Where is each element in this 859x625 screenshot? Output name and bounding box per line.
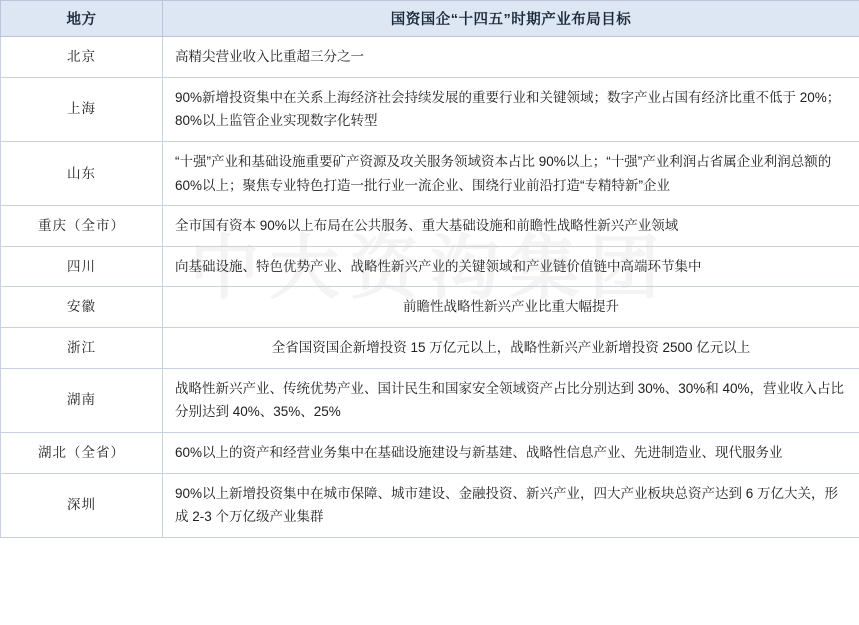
table-row bbox=[1, 37, 859, 78]
region-name: 北京 bbox=[1, 37, 163, 78]
region-target: 向基础设施、特色优势产业、战略性新兴产业的关键领域和产业链价值链中高端环节集中 bbox=[163, 246, 859, 287]
region-name: 湖南 bbox=[1, 368, 163, 432]
region-target: 前瞻性战略性新兴产业比重大幅提升 bbox=[163, 287, 859, 328]
region-target: 全市国有资本 90%以上布局在公共服务、重大基础设施和前瞻性战略性新兴产业领域 bbox=[163, 206, 859, 247]
table-row bbox=[1, 473, 859, 537]
region-name: 重庆（全市） bbox=[1, 206, 163, 247]
table-header bbox=[1, 1, 859, 37]
region-name: 四川 bbox=[1, 246, 163, 287]
table-row bbox=[1, 206, 859, 247]
table-row bbox=[1, 77, 859, 141]
table-row bbox=[1, 246, 859, 287]
table-header-row bbox=[1, 1, 859, 37]
region-name: 深圳 bbox=[1, 473, 163, 537]
table-body bbox=[1, 37, 859, 538]
table-row bbox=[1, 368, 859, 432]
region-name: 山东 bbox=[1, 141, 163, 205]
table-row bbox=[1, 328, 859, 369]
region-name: 浙江 bbox=[1, 328, 163, 369]
column-header-region: 地方 bbox=[1, 1, 163, 37]
region-name: 安徽 bbox=[1, 287, 163, 328]
table-row bbox=[1, 432, 859, 473]
table-row bbox=[1, 141, 859, 205]
region-target: “十强”产业和基础设施重要矿产资源及攻关服务领域资本占比 90%以上；“十强”产业利润占省属企业利润总额的 60%以上；聚焦专业特色打造一批行业一流企业、围绕行业前沿打造“专精特新”企业 bbox=[163, 141, 859, 205]
table-row bbox=[1, 287, 859, 328]
region-target: 全省国资国企新增投资 15 万亿元以上，战略性新兴产业新增投资 2500 亿元以上 bbox=[163, 328, 859, 369]
region-target: 90%新增投资集中在关系上海经济社会持续发展的重要行业和关键领域；数字产业占国有经济比重不低于 20%；80%以上监管企业实现数字化转型 bbox=[163, 77, 859, 141]
region-target: 90%以上新增投资集中在城市保障、城市建设、金融投资、新兴产业，四大产业板块总资产达到 6 万亿大关，形成 2-3 个万亿级产业集群 bbox=[163, 473, 859, 537]
column-header-target: 国资国企“十四五”时期产业布局目标 bbox=[163, 1, 859, 37]
region-target: 战略性新兴产业、传统优势产业、国计民生和国家安全领域资产占比分别达到 30%、30%和 40%，营业收入占比分别达到 40%、35%、25% bbox=[163, 368, 859, 432]
region-name: 上海 bbox=[1, 77, 163, 141]
region-name: 湖北（全省） bbox=[1, 432, 163, 473]
region-target: 60%以上的资产和经营业务集中在基础设施建设与新基建、战略性信息产业、先进制造业、现代服务业 bbox=[163, 432, 859, 473]
region-target: 高精尖营业收入比重超三分之一 bbox=[163, 37, 859, 78]
